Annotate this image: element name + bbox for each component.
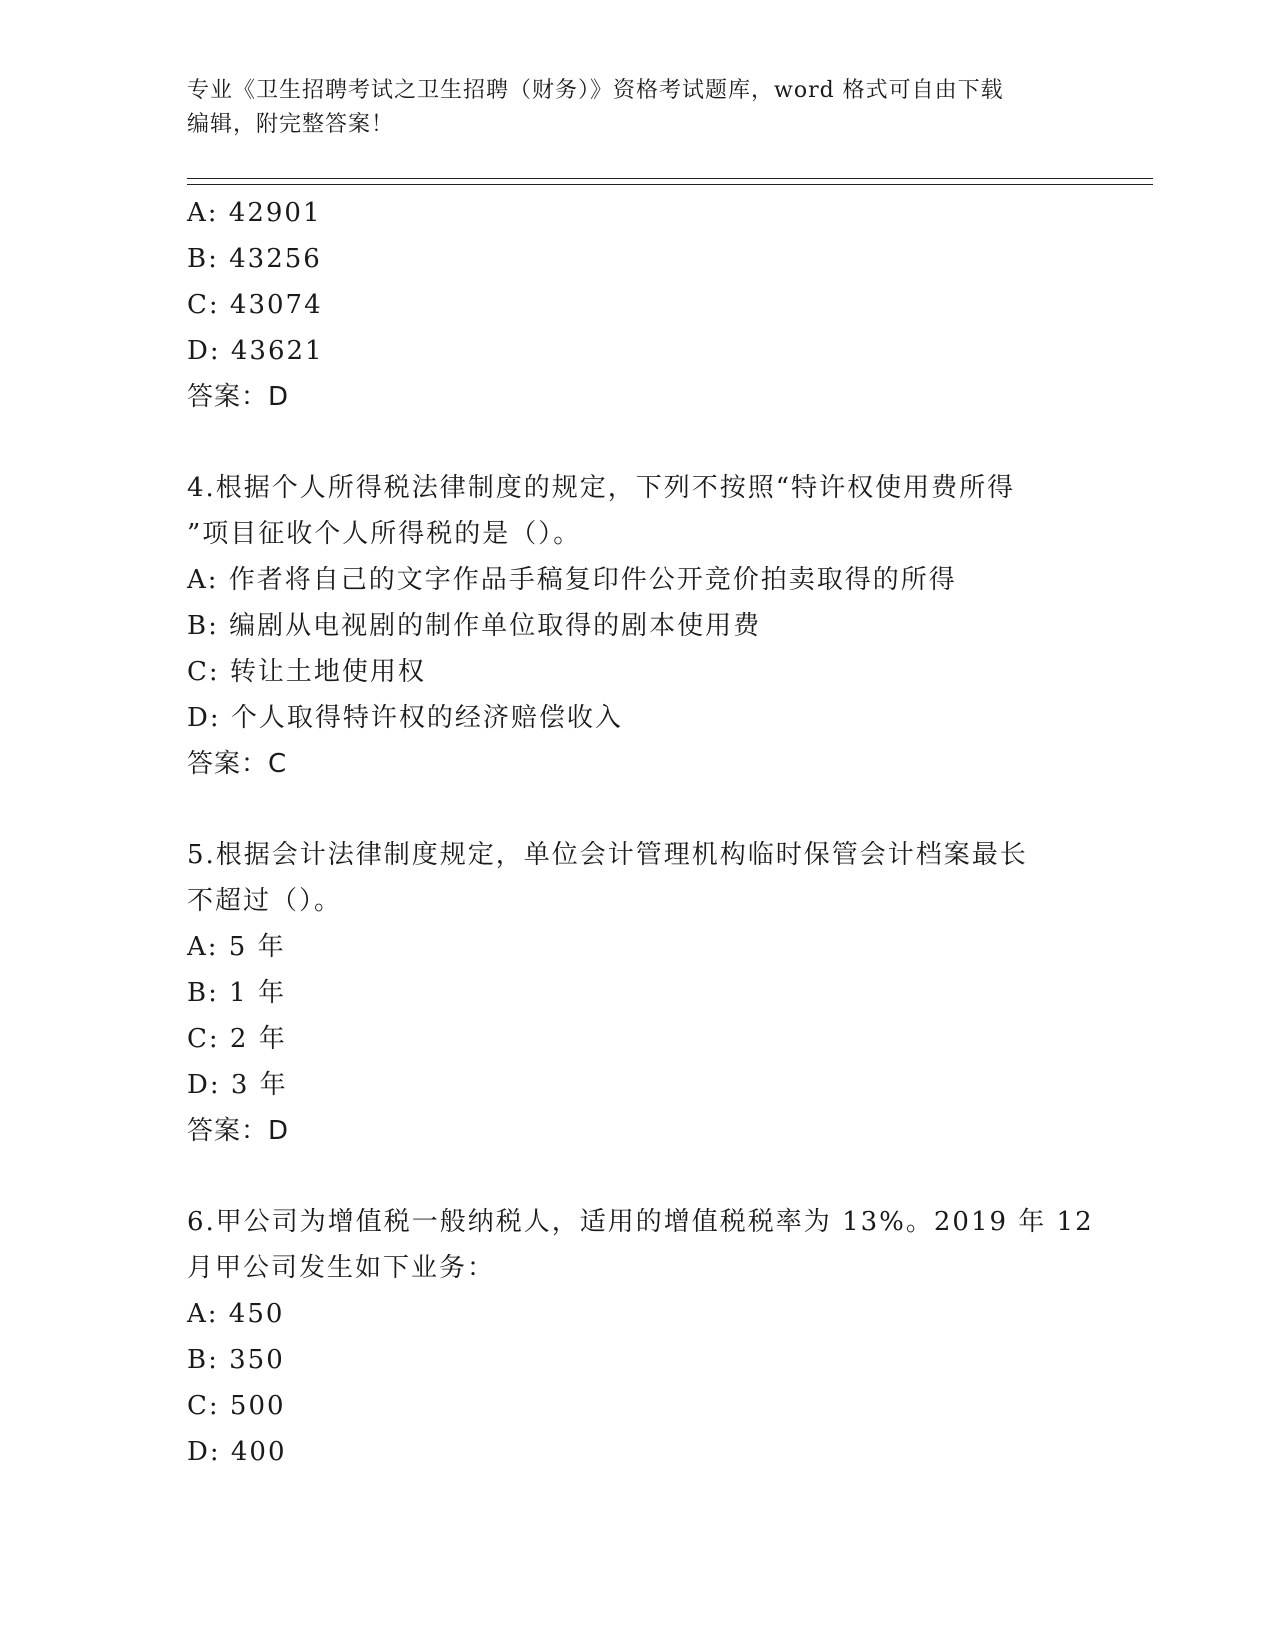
q6-option-d: D: 400 [187,1437,287,1467]
q4-answer: 答案：C [187,749,288,779]
q4-stem-line-1: 4.根据个人所得税法律制度的规定，下列不按照“特许权使用费所得 [187,473,1016,503]
question-6-block [187,1199,1094,1475]
q3-answer: 答案：D [187,382,290,412]
spacer [187,1154,1087,1199]
q4-stem-line-2: ”项目征收个人所得税的是（）。 [187,519,582,549]
q5-option-c: C: 2 年 [187,1024,287,1054]
q5-stem-line-2: 不超过（）。 [187,886,343,916]
q5-answer: 答案：D [187,1116,290,1146]
q6-option-b: B: 350 [187,1345,285,1375]
q3-option-c: C: 43074 [187,290,323,320]
q6-stem-line-2: 月甲公司发生如下业务： [187,1253,496,1283]
spacer [187,787,1087,832]
q5-stem-line-1: 5.根据会计法律制度规定，单位会计管理机构临时保管会计档案最长 [187,840,1028,870]
question-content [187,190,1094,1475]
q5-option-a: A: 5 年 [187,932,286,962]
header-divider-top [187,178,1153,179]
q3-option-d: D: 43621 [187,336,324,366]
q4-option-b: B: 编剧从电视剧的制作单位取得的剧本使用费 [187,611,762,641]
question-3-block [187,190,1087,420]
q6-option-c: C: 500 [187,1391,286,1421]
q5-option-b: B: 1 年 [187,978,286,1008]
q6-stem-line-1: 6.甲公司为增值税一般纳税人，适用的增值税税率为 13%。2019 年 12 [187,1207,1094,1237]
q5-option-d: D: 3 年 [187,1070,288,1100]
question-5-block [187,832,1087,1154]
q4-option-c: C: 转让土地使用权 [187,657,426,687]
question-4-block [187,465,1087,787]
q3-option-a: A: 42901 [187,198,322,228]
q3-option-b: B: 43256 [187,244,322,274]
document-header [187,74,1067,142]
spacer [187,420,1087,465]
header-divider-bottom [187,184,1153,185]
header-line-2: 编辑，附完整答案！ [187,112,395,137]
q4-option-a: A: 作者将自己的文字作品手稿复印件公开竞价拍卖取得的所得 [187,565,957,595]
q4-option-d: D: 个人取得特许权的经济赔偿收入 [187,703,623,733]
header-line-1: 专业《卫生招聘考试之卫生招聘（财务）》资格考试题库，word 格式可自由下载 [187,78,1004,103]
q6-option-a: A: 450 [187,1299,285,1329]
